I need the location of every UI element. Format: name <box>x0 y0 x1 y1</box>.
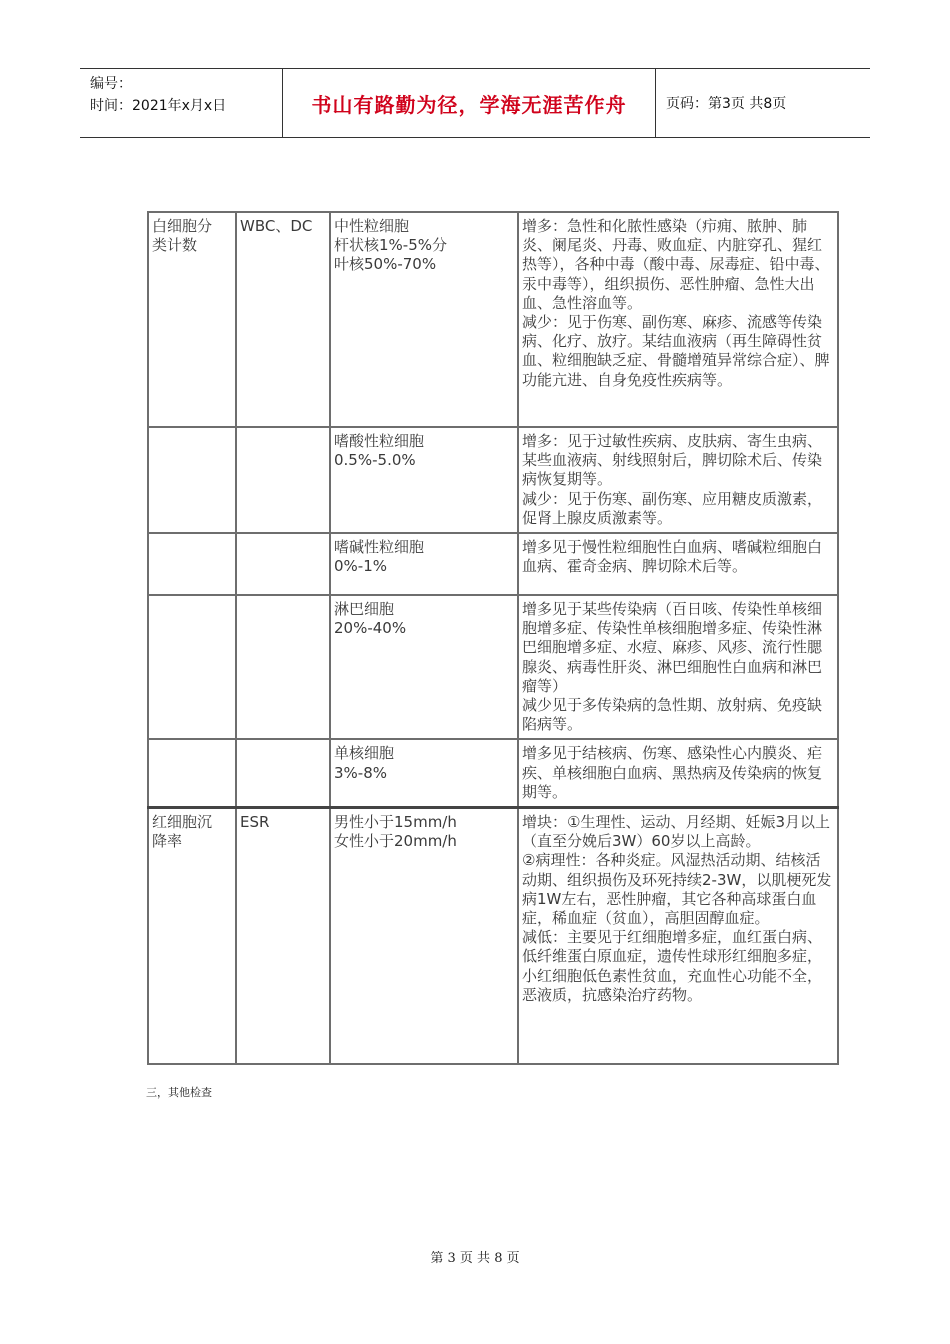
page-header <box>80 68 870 138</box>
abbr-cell <box>236 427 330 533</box>
abbr-cell <box>236 739 330 807</box>
clinical-meaning-cell: 增多见于某些传染病（百日咳、传染性单核细胞增多症、传染性单核细胞增多症、传染性淋巴细胞增多症、水痘、麻疹、风疹、流行性腮腺炎、病毒性肝炎、淋巴细胞性白血病和淋巴瘤等） 减少见于多传染病的急性期、放射病、免疫缺陷病等。 <box>518 595 838 739</box>
item-cell <box>148 533 236 595</box>
normal-range-cell: 中性粒细胞 杆状核1%-5%分 叶核50%-70% <box>330 212 518 427</box>
item-cell <box>148 595 236 739</box>
clinical-meaning-cell: 增多：急性和化脓性感染（疖痈、脓肿、肺炎、阑尾炎、丹毒、败血症、内脏穿孔、猩红热等），各种中毒（酸中毒、尿毒症、铅中毒、汞中毒等），组织损伤、恶性肿瘤、急性大出血、急性溶血等。 减少：见于伤寒、副伤寒、麻疹、流感等传染病、化疗、放疗。某结血液病（再生障碍性贫血、粒细胞缺乏症、骨髓增殖异常综合症）、脾功能亢进、自身免疫性疾病等。 <box>518 212 838 427</box>
table-row <box>148 212 838 427</box>
normal-range-cell: 嗜碱性粒细胞 0%-1% <box>330 533 518 595</box>
doc-time-label: 时间：2021年x月x日 <box>90 98 227 114</box>
doc-code-label: 编号： <box>90 76 132 92</box>
item-cell: 红细胞沉 降率 <box>148 808 236 1064</box>
clinical-meaning-cell: 增块：①生理性、运动、月经期、妊娠3月以上（直至分娩后3W）60岁以上高龄。 ②病理性：各种炎症。风湿热活动期、结核活动期、组织损伤及环死持续2-3W，以肌梗死发病1W左右，恶性肿瘤，其它各种高球蛋白血症，稀血症（贫血），高胆固醇血症。 减低：主要见于红细胞增多症，血红蛋白病、低纤维蛋白原血症，遗传性球形红细胞多症，小红细胞低色素性贫血，充血性心功能不全，恶液质，抗感染治疗药物。 <box>518 808 838 1064</box>
item-cell <box>148 427 236 533</box>
abbr-cell <box>236 595 330 739</box>
header-page-label: 页码：第3页 共8页 <box>666 96 787 112</box>
abbr-cell: ESR <box>236 808 330 1064</box>
abbr-cell <box>236 533 330 595</box>
table-row <box>148 427 838 533</box>
table-row <box>148 808 838 1064</box>
table-row <box>148 595 838 739</box>
normal-range-cell: 单核细胞 3%-8% <box>330 739 518 807</box>
header-motto: 书山有路勤为径，学海无涯苦作舟 <box>282 69 656 137</box>
lab-reference-table <box>147 211 839 1065</box>
normal-range-cell: 嗜酸性粒细胞 0.5%-5.0% <box>330 427 518 533</box>
page-number: 第 3 页 共 8 页 <box>430 1251 520 1266</box>
table-row <box>148 533 838 595</box>
section-heading-other-exams: 三，其他检查 <box>146 1086 212 1099</box>
clinical-meaning-cell: 增多见于慢性粒细胞性白血病、嗜碱粒细胞白血病、霍奇金病、脾切除术后等。 <box>518 533 838 595</box>
normal-range-cell: 淋巴细胞 20%-40% <box>330 595 518 739</box>
clinical-meaning-cell: 增多见于结核病、伤寒、感染性心内膜炎、疟疾、单核细胞白血病、黑热病及传染病的恢复期等。 <box>518 739 838 807</box>
table-row <box>148 739 838 807</box>
abbr-cell: WBC、DC <box>236 212 330 427</box>
clinical-meaning-cell: 增多：见于过敏性疾病、皮肤病、寄生虫病、某些血液病、射线照射后，脾切除术后、传染病恢复期等。 减少：见于伤寒、副伤寒、应用糖皮质激素，促肾上腺皮质激素等。 <box>518 427 838 533</box>
header-meta <box>80 69 282 137</box>
normal-range-cell: 男性小于15mm/h 女性小于20mm/h <box>330 808 518 1064</box>
item-cell: 白细胞分 类计数 <box>148 212 236 427</box>
item-cell <box>148 739 236 807</box>
